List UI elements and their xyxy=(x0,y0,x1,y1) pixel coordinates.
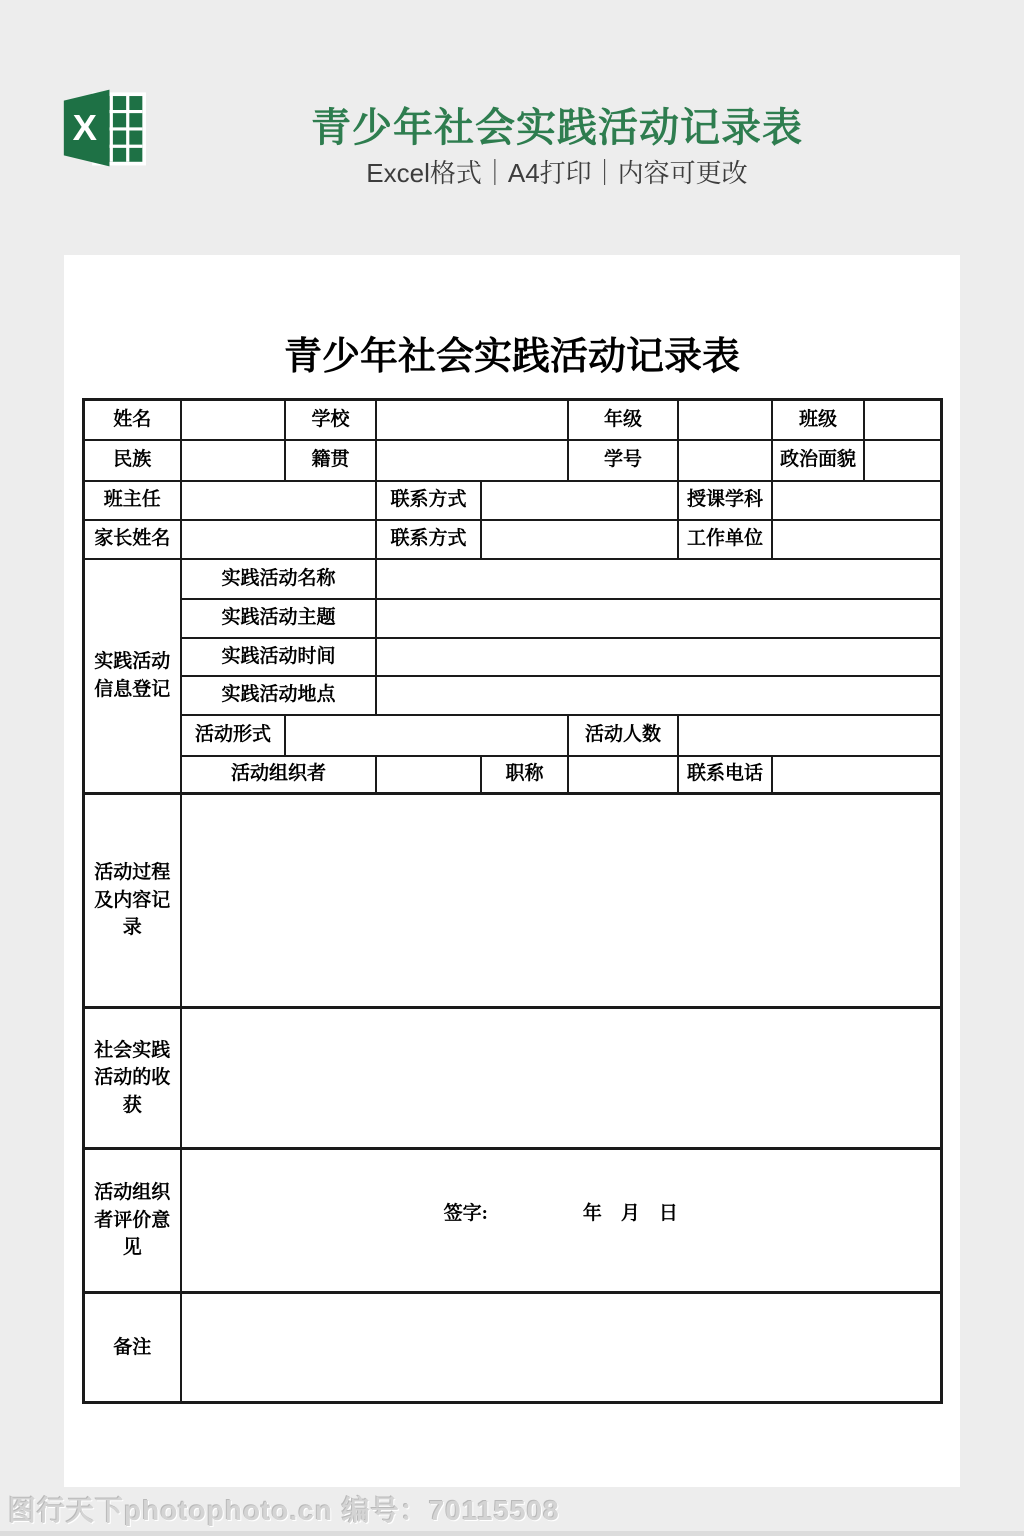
field-class-value[interactable] xyxy=(864,400,941,440)
field-parent-contact-value[interactable] xyxy=(481,520,678,559)
table-row xyxy=(83,520,941,559)
field-work-unit-value[interactable] xyxy=(772,520,941,559)
label-contact-phone: 联系电话 xyxy=(678,756,772,794)
label-evaluation-section: 活动组织者评价意见 xyxy=(83,1149,181,1293)
promo-title: 青少年社会实践活动记录表 xyxy=(311,106,803,150)
excel-icon-letter: X xyxy=(72,106,98,148)
form-title: 青少年社会实践活动记录表 xyxy=(283,336,740,378)
field-participant-count-value[interactable] xyxy=(678,715,941,756)
table-row xyxy=(83,794,941,1008)
field-teacher-contact-value[interactable] xyxy=(481,481,678,520)
field-job-title-value[interactable] xyxy=(568,756,678,794)
field-contact-phone-value[interactable] xyxy=(772,756,941,794)
footer-strip xyxy=(0,1531,1024,1536)
label-teacher-contact: 联系方式 xyxy=(376,481,481,520)
document-page xyxy=(64,255,960,1487)
field-ethnicity-value[interactable] xyxy=(181,440,285,481)
label-activity-name: 实践活动名称 xyxy=(181,559,376,599)
watermark-bar xyxy=(0,1487,1024,1536)
label-name: 姓名 xyxy=(83,400,181,440)
label-activity-form: 活动形式 xyxy=(181,715,285,756)
label-work-unit: 工作单位 xyxy=(678,520,772,559)
table-row xyxy=(83,559,941,599)
field-native-place-value[interactable] xyxy=(376,440,568,481)
field-political-status-value[interactable] xyxy=(864,440,941,481)
table-row xyxy=(83,715,941,756)
field-organizer-value[interactable] xyxy=(376,756,481,794)
table-row xyxy=(83,481,941,520)
table-row xyxy=(83,440,941,481)
field-teaching-subject-value[interactable] xyxy=(772,481,941,520)
promo-subtitle: Excel格式｜A4打印｜内容可更改 xyxy=(366,158,748,188)
table-row xyxy=(83,1293,941,1403)
table-row xyxy=(83,400,941,440)
field-parent-name-value[interactable] xyxy=(181,520,376,559)
table-row xyxy=(83,638,941,676)
label-activity-info-section: 实践活动信息登记 xyxy=(83,559,181,794)
label-native-place: 籍贯 xyxy=(285,440,376,481)
label-activity-place: 实践活动地点 xyxy=(181,676,376,715)
label-grade: 年级 xyxy=(568,400,678,440)
label-student-id: 学号 xyxy=(568,440,678,481)
label-political-status: 政治面貌 xyxy=(772,440,864,481)
label-harvest-section: 社会实践活动的收获 xyxy=(83,1008,181,1149)
field-remarks-value[interactable] xyxy=(181,1293,941,1403)
table-row xyxy=(83,1008,941,1149)
field-grade-value[interactable] xyxy=(678,400,772,440)
label-organizer: 活动组织者 xyxy=(181,756,376,794)
field-activity-theme-value[interactable] xyxy=(376,599,941,638)
table-row xyxy=(83,1149,941,1293)
label-school: 学校 xyxy=(285,400,376,440)
watermark-text: 图行天下photophoto.cn 编号：70115508 xyxy=(8,1495,560,1526)
label-parent-name: 家长姓名 xyxy=(83,520,181,559)
table-row xyxy=(83,599,941,638)
label-process-record-section: 活动过程及内容记录 xyxy=(83,794,181,1008)
field-head-teacher-value[interactable] xyxy=(181,481,376,520)
label-activity-time: 实践活动时间 xyxy=(181,638,376,676)
field-harvest-value[interactable] xyxy=(181,1008,941,1149)
field-activity-form-value[interactable] xyxy=(285,715,568,756)
label-participant-count: 活动人数 xyxy=(568,715,678,756)
field-activity-name-value[interactable] xyxy=(376,559,941,599)
field-process-record-value[interactable] xyxy=(181,794,941,1008)
field-school-value[interactable] xyxy=(376,400,568,440)
field-activity-time-value[interactable] xyxy=(376,638,941,676)
field-name-value[interactable] xyxy=(181,400,285,440)
table-row xyxy=(83,756,941,794)
promo-header xyxy=(0,0,1024,255)
label-parent-contact: 联系方式 xyxy=(376,520,481,559)
signature-line: 签字: 年 月 日 xyxy=(443,1202,678,1224)
field-activity-place-value[interactable] xyxy=(376,676,941,715)
label-head-teacher: 班主任 xyxy=(83,481,181,520)
label-teaching-subject: 授课学科 xyxy=(678,481,772,520)
label-remarks-section: 备注 xyxy=(83,1293,181,1403)
label-activity-theme: 实践活动主题 xyxy=(181,599,376,638)
record-form-table xyxy=(82,398,943,1404)
field-student-id-value[interactable] xyxy=(678,440,772,481)
label-job-title: 职称 xyxy=(481,756,568,794)
field-evaluation-value[interactable] xyxy=(181,1149,941,1293)
label-class: 班级 xyxy=(772,400,864,440)
table-row xyxy=(83,676,941,715)
label-ethnicity: 民族 xyxy=(83,440,181,481)
